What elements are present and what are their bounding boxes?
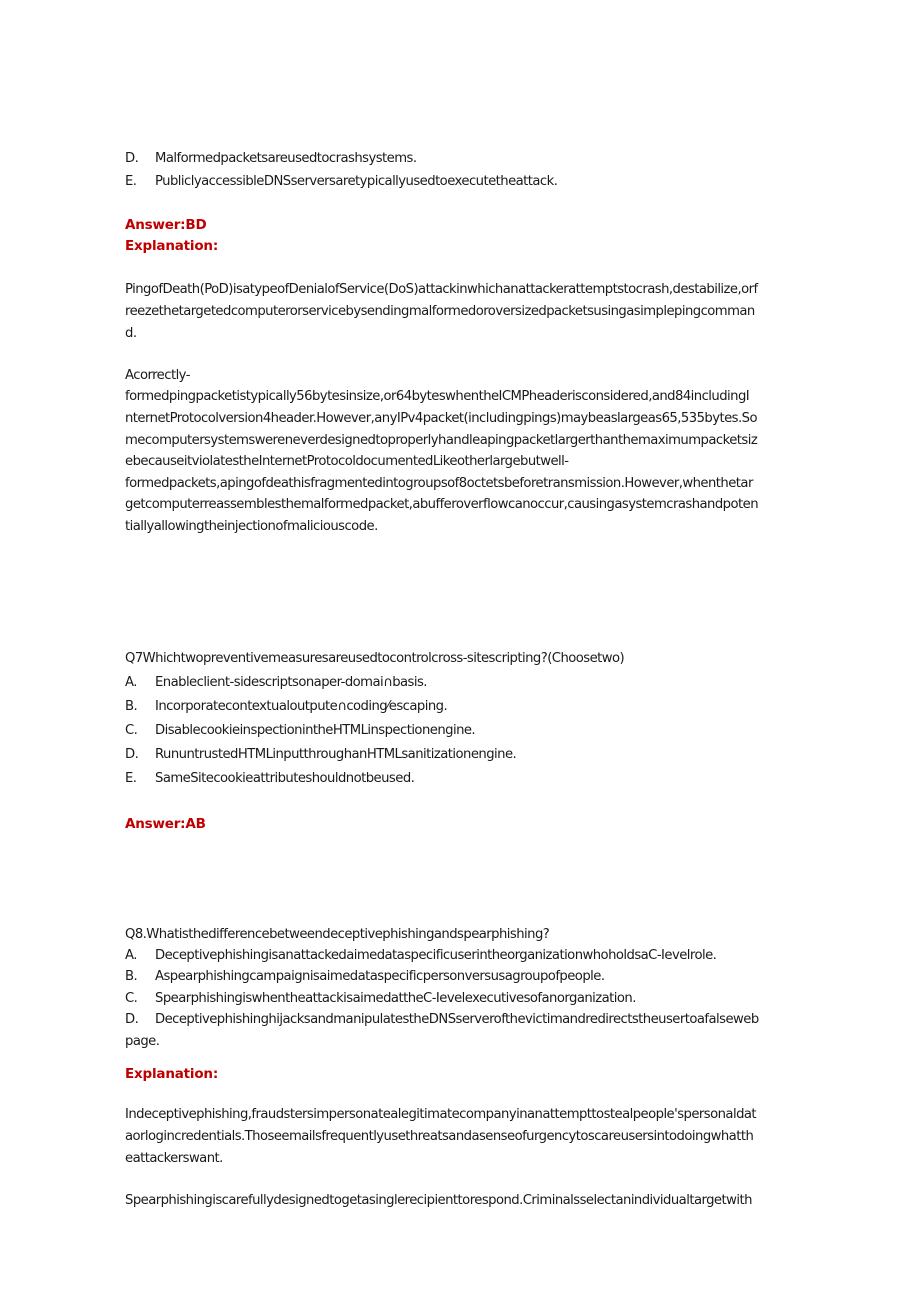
paragraph-line: tiallyallowingtheinjectionofmaliciouscode.: [125, 519, 378, 534]
option-b: B. Incorporatecontextualoutpute∩coding⁄escaping.: [125, 699, 448, 714]
option-d: D. Malformedpacketsareusedtocrashsystems.: [125, 151, 417, 166]
paragraph-line: nternetProtocolversion4header.However,anyIPv4packet(includingpings)maybeaslargeas65,535bytes.So: [125, 411, 757, 426]
option-d: D. RununtrustedHTMLinputthroughanHTMLsanitizationengine.: [125, 747, 517, 762]
paragraph-line: getcomputerreassemblesthemalformedpacket,abufferoverflowcanoccur,causingasystemcrashandpoten: [125, 497, 759, 512]
option-d-continuation: page.: [125, 1034, 160, 1049]
paragraph-line: ebecauseitviolatestheInternetProtocoldocumentedLikeotherlargebutwell-: [125, 454, 569, 469]
question-q8: Q8.Whatisthedifferencebetweendeceptivephishingandspearphishing?: [125, 927, 550, 942]
option-a: A. Enableclient-sidescriptsonaper-domai∩basis.: [125, 675, 427, 690]
paragraph-line: d.: [125, 326, 137, 341]
option-e: E. SameSitecookieattributeshouldnotbeused.: [125, 771, 415, 786]
option-b: B. Aspearphishingcampaignisaimedataspecificpersonversusagroupofpeople.: [125, 969, 605, 984]
paragraph-line: eattackerswant.: [125, 1151, 223, 1166]
paragraph-line: formedpingpacketistypically56bytesinsize,or64byteswhentheICMPheaderisconsidered,and84includingI: [125, 389, 750, 404]
paragraph-line: reezethetargetedcomputerorservicebysendingmalformedoroversizedpacketsusingasimplepingcomman: [125, 304, 755, 319]
answer-label: Answer:BD: [125, 217, 207, 233]
explanation-label: Explanation:: [125, 1066, 219, 1082]
paragraph-line: Indeceptivephishing,fraudstersimpersonatealegitimatecompanyinanattempttostealpeople'spersonaldat: [125, 1107, 757, 1122]
option-e: E. PubliclyaccessibleDNSserversaretypicallyusedtoexecutetheattack.: [125, 174, 558, 189]
question-q7: Q7Whichtwopreventivemeasuresareusedtocontrolcross-sitescripting?(Choosetwo): [125, 651, 625, 666]
option-a: A. DeceptivephishingisanattackedaimedataspecificuserintheorganizationwhoholdsaC-Ievelrole.: [125, 948, 717, 963]
option-c: C. SpearphishingiswhentheattackisaimedattheC-Ievelexecutivesofanorganization.: [125, 991, 636, 1006]
paragraph-line: PingofDeath(PoD)isatypeofDenialofService(DoS)attackinwhichanattackerattemptstocrash,destabilize,orf: [125, 282, 758, 297]
paragraph-line: Spearphishingiscarefullydesignedtogetasinglerecipienttorespond.Criminalsselectanindividualtargetwith: [125, 1193, 752, 1208]
paragraph-line: mecomputersystemswereneverdesignedtoproperlyhandleapingpacketlargerthanthemaximumpacketsiz: [125, 433, 758, 448]
answer-label: Answer:AB: [125, 816, 206, 832]
paragraph-line: Acorrectly-: [125, 368, 190, 383]
paragraph-line: formedpackets,apingofdeathisfragmentedintogroupsof8octetsbeforetransmission.However,whenthetar: [125, 476, 753, 491]
option-c: C. DisablecookieinspectionintheHTMLinspectionengine.: [125, 723, 476, 738]
explanation-label: Explanation:: [125, 238, 219, 254]
option-d: D. DeceptivephishinghijacksandmanipulatestheDNSserverofthevictimandredirectstheusertoafalseweb: [125, 1012, 759, 1027]
paragraph-line: aorlogincredentials.Thoseemailsfrequentlyusethreatsandasenseofurgencytoscareusersintodoingwhatth: [125, 1129, 754, 1144]
